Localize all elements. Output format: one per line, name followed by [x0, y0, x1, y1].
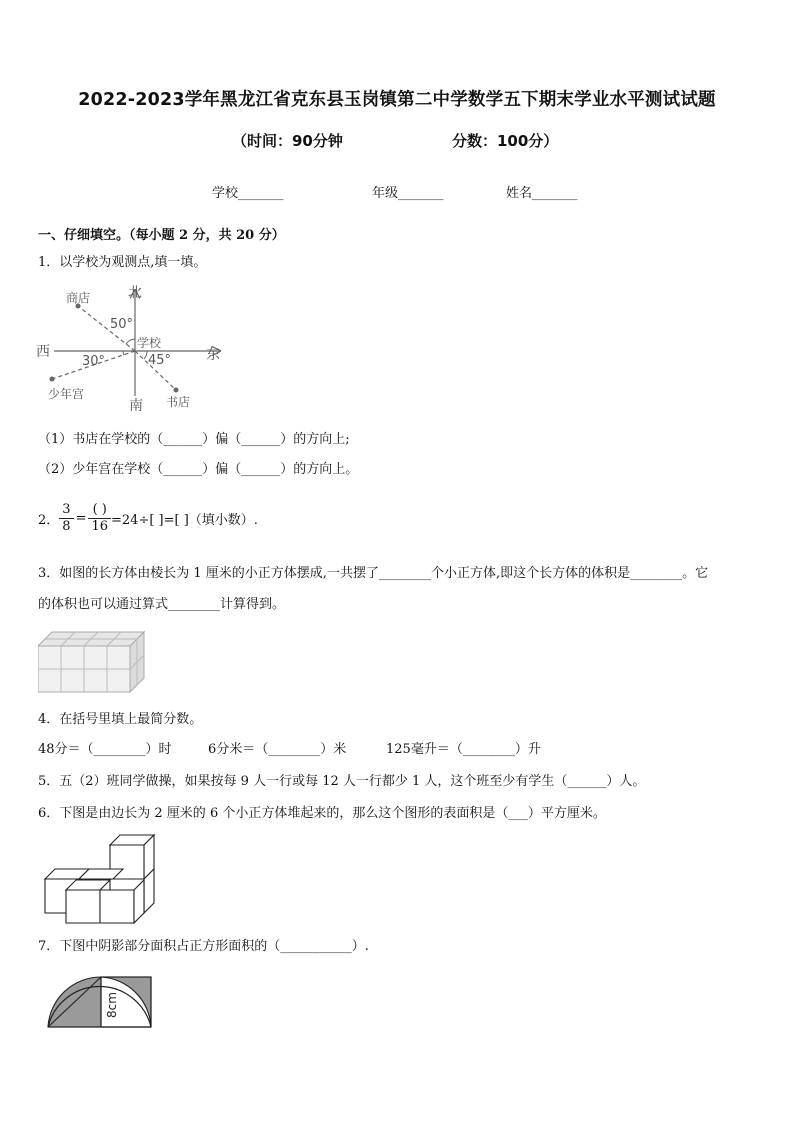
west-label: 西 [36, 344, 50, 360]
page-title: 2022-2023学年黑龙江省克东县玉岗镇第二中学数学五下期末学业水平测试试题 [78, 90, 716, 110]
q4-stem: 4．在括号里填上最简分数。 [38, 712, 203, 727]
direction-diagram [34, 280, 234, 415]
shop-label: 商店 [66, 291, 91, 305]
angle-arc-palace [123, 351, 124, 355]
section-heading: 一、仔细填空。（每小题 2 分，共 20 分） [38, 228, 285, 243]
angle-arc-shop [126, 339, 135, 344]
angle-bookstore-label: 45° [148, 353, 172, 368]
q2-frac1-num: 3 [59, 502, 73, 519]
q2-fraction-1 [59, 502, 73, 535]
q7-text: 7．下图中阴影部分面积占正方形面积的（___________）. [38, 939, 369, 954]
q5-text: 5．五（2）班同学做操，如果按每 9 人一行或每 12 人一行都少 1 人，这个班至少有学生（______）人。 [38, 774, 646, 789]
q2-equals: = [75, 511, 87, 526]
q6-text: 6．下图是由边长为 2 厘米的 6 个小正方体堆起来的，那么这个图形的表面积是（___）平方厘米。 [38, 806, 606, 821]
bookstore-point [174, 388, 179, 393]
q3-line1: 3．如图的长方体由棱长为 1 厘米的小正方体摆成,一共摆了________个小正方体,即这个长方体的体积是________。它 [38, 566, 709, 581]
cube-stack-figure [40, 833, 160, 927]
time-label: （时间：90分钟 [232, 132, 343, 150]
angle-shop-label: 50° [110, 317, 134, 332]
school-label: 学校 [137, 336, 162, 350]
q2-line [38, 502, 258, 535]
q2-fraction-2 [88, 502, 111, 535]
north-label: 北 [128, 285, 142, 301]
palace-point [50, 377, 55, 382]
score-label: 分数：100分） [452, 132, 559, 150]
angle-palace-label: 30° [82, 354, 106, 369]
q2-frac2-num: ( ) [88, 502, 111, 519]
q1-stem: 1．以学校为观测点,填一填。 [38, 255, 207, 270]
angle-arc-bookstore [144, 351, 147, 359]
q2-rest: =24÷[ ]=[ ]（填小数）. [111, 513, 258, 528]
q3-line2: 的体积也可以通过算式________计算得到。 [38, 597, 286, 612]
school-field: 学校_______ [212, 186, 284, 201]
east-label: 东 [206, 347, 220, 363]
q1-sub2: （2）少年宫在学校（______）偏（______）的方向上。 [38, 462, 359, 477]
semicircle-figure [44, 975, 158, 1033]
q4-item-3: 125毫升＝（________）升 [386, 742, 541, 757]
length-label: 8cm [105, 992, 119, 1018]
q2-frac2-den: 16 [91, 519, 109, 534]
name-field: 姓名_______ [506, 186, 578, 201]
palace-label: 少年宫 [48, 387, 85, 401]
q1-sub1: （1）书店在学校的（______）偏（______）的方向上; [38, 432, 350, 447]
cuboid-figure [38, 624, 153, 694]
q4-item-1: 48分＝（________）时 [38, 742, 172, 757]
q4-item-2: 6分米＝（________）米 [208, 742, 347, 757]
south-label: 南 [129, 398, 143, 414]
q2-prefix: 2． [38, 513, 60, 528]
grade-field: 年级_______ [372, 186, 444, 201]
q2-frac1-den: 8 [62, 519, 71, 534]
bookstore-label: 书店 [166, 395, 191, 409]
